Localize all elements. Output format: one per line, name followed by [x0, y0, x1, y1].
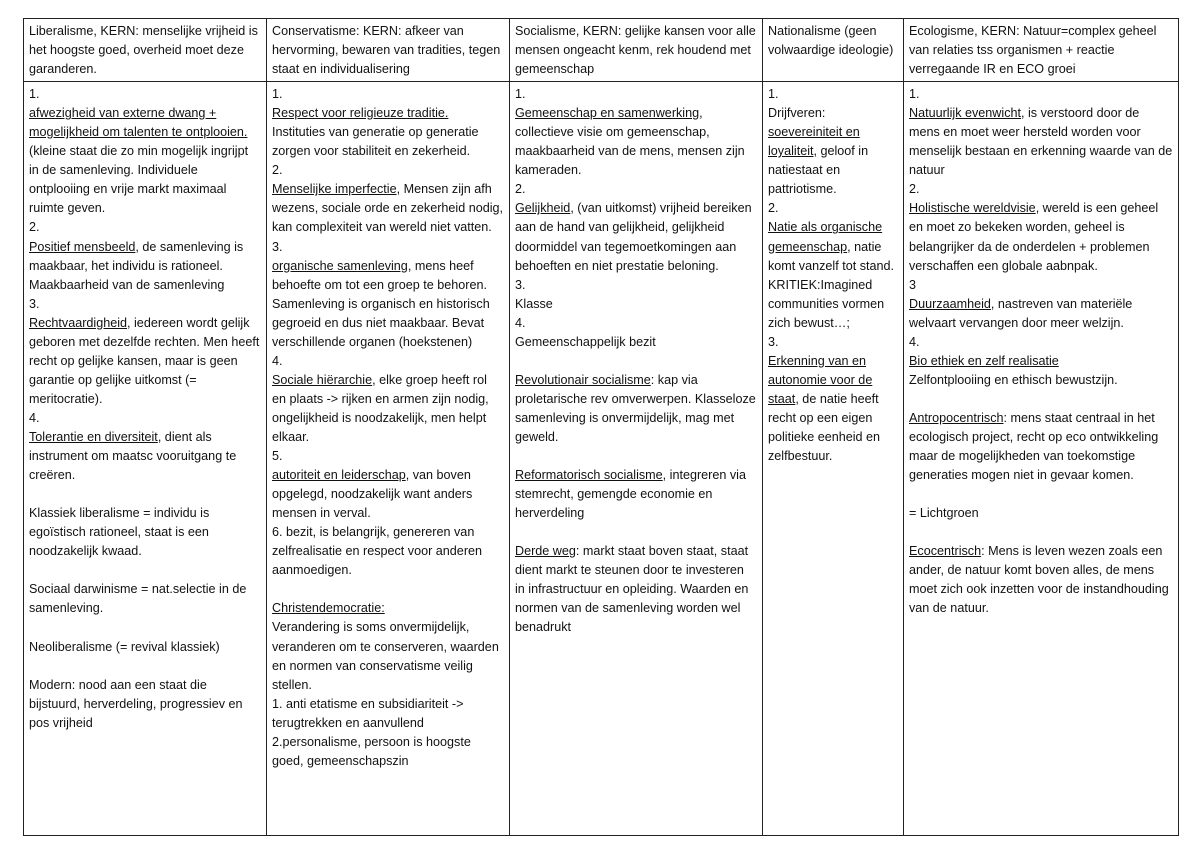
eco-point-2: [909, 199, 1173, 275]
header-row: [24, 19, 1179, 82]
nat-point-3-text: , de natie heeft recht op een eigen politieke eenheid en zelfbestuur.: [768, 391, 881, 464]
con-point-4: [272, 371, 504, 447]
con-point-2: [272, 180, 504, 237]
soc-reformist-text: , integreren via stemrecht, gemengde economie en herverdeling: [515, 468, 746, 521]
con-point-5-term: autoriteit en leiderschap: [272, 468, 406, 483]
soc-point-2-text: , (van uitkomst) vrijheid bereiken aan de hand van gelijkheid, gelijkheid doormiddel van tegemoetkomingen aan behoeften en niet prestatie beloning.: [515, 201, 752, 273]
nat-point-3-term: Erkenning van en autonomie voor de staat: [768, 353, 873, 406]
lib-darwinism: Sociaal darwinisme = nat.selectie in de samenleving.: [29, 582, 247, 616]
con-point-6: 6. bezit, is belangrijk, genereren van zelfrealisatie en respect voor anderen aanmoedigen.: [272, 525, 483, 578]
eco-ecocentric: [909, 542, 1173, 618]
nat-num-2: 2.: [768, 201, 779, 216]
lib-point-2: [29, 238, 261, 295]
lib-point-4: [29, 428, 261, 485]
lib-point-3: [29, 314, 261, 409]
con-point-5-text: , van boven opgelegd, noodzakelijk want anders mensen in verval.: [272, 468, 473, 521]
cell-ecologism: [904, 82, 1179, 836]
header-liberalism: Liberalisme, KERN: menselijke vrijheid is het hoogste goed, overheid moet deze garanderen.: [24, 19, 267, 82]
con-point-3-text: , mens heef behoefte om tot een groep te behoren. Samenleving is organisch en historisch gegroeid en dus niet maakbaar. Bevat verschillende organen (hoekstenen): [272, 258, 490, 349]
nat-point-2-term: Natie als organische gemeenschap: [768, 220, 883, 254]
eco-point-2-term: Holistische wereldvisie: [909, 201, 1036, 216]
soc-point-2-term: Gelijkheid: [515, 201, 571, 216]
nat-point-2: [768, 218, 898, 275]
soc-point-4: Gemeenschappelijk bezit: [515, 334, 656, 349]
eco-point-4-text: Zelfontplooiing en ethisch bewustzijn.: [909, 372, 1118, 387]
content-row: [24, 82, 1179, 836]
lib-num-4: 4.: [29, 410, 40, 425]
soc-point-1: [515, 104, 757, 180]
soc-point-2: [515, 199, 757, 275]
con-num-1: 1.: [272, 87, 283, 102]
soc-num-3: 3.: [515, 277, 526, 292]
cell-liberalism: [24, 82, 267, 836]
lib-num-3: 3.: [29, 296, 40, 311]
con-num-3: 3.: [272, 239, 283, 254]
eco-point-1: [909, 104, 1173, 180]
eco-anthropocentric: [909, 409, 1173, 485]
lib-point-1-text: (kleine staat die zo min mogelijk ingrijpt in de samenleving. Individuele ontplooiing en vrije markt maximaal ruimte geven.: [29, 144, 249, 216]
con-cd-term: Christendemocratie:: [272, 601, 385, 616]
lib-point-2-text: , de samenleving is maakbaar, het individu is rationeel. Maakbaarheid van de samenleving: [29, 239, 244, 292]
nat-point-3: [768, 352, 898, 466]
con-num-2: 2.: [272, 163, 283, 178]
cell-socialism: [510, 82, 763, 836]
soc-revolutionary: [515, 371, 757, 447]
lib-point-1: [29, 104, 261, 218]
nat-point-1-term: soevereiniteit en loyaliteit: [768, 125, 860, 159]
soc-point-3: Klasse: [515, 296, 553, 311]
cell-nationalism: [763, 82, 904, 836]
header-ecologism: Ecologisme, KERN: Natuur=complex geheel van relaties tss organismen + reactie verregaande IR en ECO groei: [904, 19, 1179, 82]
eco-num-2: 2.: [909, 182, 920, 197]
eco-ecocentric-text: : Mens is leven wezen zoals een ander, de natuur komt boven alles, de mens moet zich ook inzetten voor de instandhouding van de natuur.: [909, 544, 1169, 616]
lib-point-4-text: , dient als instrument om maatsc vooruitgang te creëren.: [29, 429, 237, 483]
lib-point-3-term: Rechtvaardigheid: [29, 315, 128, 330]
nat-drivers: Drijfveren:: [768, 106, 826, 121]
nat-num-1: 1.: [768, 87, 779, 102]
eco-num-4: 4.: [909, 334, 920, 349]
ideologies-table: [23, 18, 1179, 836]
soc-reformist: [515, 466, 757, 523]
eco-ecocentric-term: Ecocentrisch: [909, 544, 982, 559]
soc-third-way-term: Derde weg: [515, 544, 576, 559]
eco-lightgreen: = Lichtgroen: [909, 506, 979, 521]
eco-anthropocentric-term: Antropocentrisch: [909, 410, 1004, 425]
nat-point-1: [768, 123, 898, 199]
eco-anthropocentric-text: : mens staat centraal in het ecologisch project, recht op eco ontwikkeling maar de mogelijkheden van toekomstige generaties mogen niet in gevaar komen.: [909, 410, 1159, 483]
lib-num-2: 2.: [29, 220, 40, 235]
con-point-1-text: Instituties van generatie op generatie zorgen voor stabiliteit en zekerheid.: [272, 125, 479, 159]
soc-num-4: 4.: [515, 315, 526, 330]
eco-point-3-term: Duurzaamheid: [909, 296, 991, 311]
lib-modern: Modern: nood aan een staat die bijstuurd, herverdeling, progressiev en pos vrijheid: [29, 677, 243, 730]
soc-point-1-term: Gemeenschap en samenwerking: [515, 106, 700, 121]
con-point-2-term: Menselijke imperfectie: [272, 182, 397, 197]
con-cd-2: 2.personalisme, persoon is hoogste goed, gemeenschapszin: [272, 734, 471, 768]
nat-point-1-text: , geloof in natiestaat en pattriotisme.: [768, 144, 869, 197]
con-cd-text: Verandering is soms onvermijdelijk, veranderen om te conserveren, waarden en normen van conservatisme veilig stellen.: [272, 620, 499, 692]
soc-revolutionary-text: : kap via proletarische rev omverwerpen. Klasseloze samenleving is onvermijdelijk, mag met geweld.: [515, 372, 756, 444]
con-point-5: [272, 466, 504, 523]
con-point-3: [272, 257, 504, 352]
eco-point-2-text: , wereld is een geheel en moet zo bekeken worden, geheel is belangrijker da de onderdelen + problemen verschaffen een globale aabnpak.: [909, 201, 1159, 273]
cell-conservatism: [267, 82, 510, 836]
eco-num-1: 1.: [909, 87, 920, 102]
header-socialism: Socialisme, KERN: gelijke kansen voor alle mensen ongeacht kenm, rek houdend met gemeenschap: [510, 19, 763, 82]
eco-point-1-term: Natuurlijk evenwicht: [909, 106, 1021, 121]
soc-third-way: [515, 542, 757, 637]
soc-reformist-term: Reformatorisch socialisme: [515, 468, 663, 483]
con-point-3-term: organische samenleving: [272, 258, 408, 273]
con-point-4-term: Sociale hiërarchie: [272, 372, 373, 387]
lib-point-4-term: Tolerantie en diversiteit: [29, 429, 158, 444]
lib-num-1: 1.: [29, 87, 40, 102]
soc-revolutionary-term: Revolutionair socialisme: [515, 372, 651, 387]
con-num-4: 4.: [272, 353, 283, 368]
con-num-5: 5.: [272, 449, 283, 464]
eco-num-3: 3: [909, 277, 917, 292]
nat-critique: KRITIEK:Imagined communities vormen zich bewust…;: [768, 277, 885, 330]
header-conservatism: Conservatisme: KERN: afkeer van hervorming, bewaren van tradities, tegen staat en individualisering: [267, 19, 510, 82]
soc-point-1-text: , collectieve visie om gemeenschap, maakbaarheid van de mens, mensen zijn kameraden.: [515, 106, 745, 178]
con-point-2-text: , Mensen zijn afh wezens, sociale orde en zekerheid nodig, kan complexiteit van wereld niet vatten.: [272, 182, 504, 235]
eco-point-1-text: , is verstoord door de mens en moet weer hersteld worden voor menselijk bestaan en erkenning waarde van de natuur: [909, 106, 1173, 178]
soc-third-way-text: : markt staat boven staat, staat dient markt te steunen door te investeren in infrastructuur en opleiding. Waarden en normen van de samenleving worden wel benadrukt: [515, 544, 749, 635]
eco-point-3: [909, 295, 1173, 333]
lib-neoliberalism: Neoliberalisme (= revival klassiek): [29, 639, 220, 654]
eco-point-4-term: Bio ethiek en zelf realisatie: [909, 353, 1059, 368]
lib-point-1-term: afwezigheid van externe dwang + mogelijkheid om talenten te ontplooien.: [29, 106, 248, 140]
con-point-1-term: Respect voor religieuze traditie.: [272, 106, 449, 121]
nat-num-3: 3.: [768, 334, 779, 349]
header-nationalism: Nationalisme (geen volwaardige ideologie): [763, 19, 904, 82]
soc-num-2: 2.: [515, 182, 526, 197]
soc-num-1: 1.: [515, 87, 526, 102]
con-cd-1: 1. anti etatisme en subsidiariteit -> terugtrekken en aanvullend: [272, 696, 464, 730]
lib-point-3-text: , iedereen wordt gelijk geboren met dezelfde rechten. Men heeft recht op gelijke kansen, maar is geen garantie op gelijke uitkomst (= meritocratie).: [29, 315, 260, 406]
eco-point-3-text: , nastreven van materiële welvaart vervangen door meer welzijn.: [909, 296, 1133, 330]
lib-classic: Klassiek liberalisme = individu is egoïstisch rationeel, staat is een noodzakelijk kwaad.: [29, 506, 210, 559]
nat-point-2-text: , natie komt vanzelf tot stand.: [768, 239, 894, 273]
lib-point-2-term: Positief mensbeeld: [29, 239, 136, 254]
con-point-4-text: , elke groep heeft rol en plaats -> rijken en armen zijn nodig, ongelijkheid is noodzakelijk, men helpt elkaar.: [272, 372, 489, 444]
